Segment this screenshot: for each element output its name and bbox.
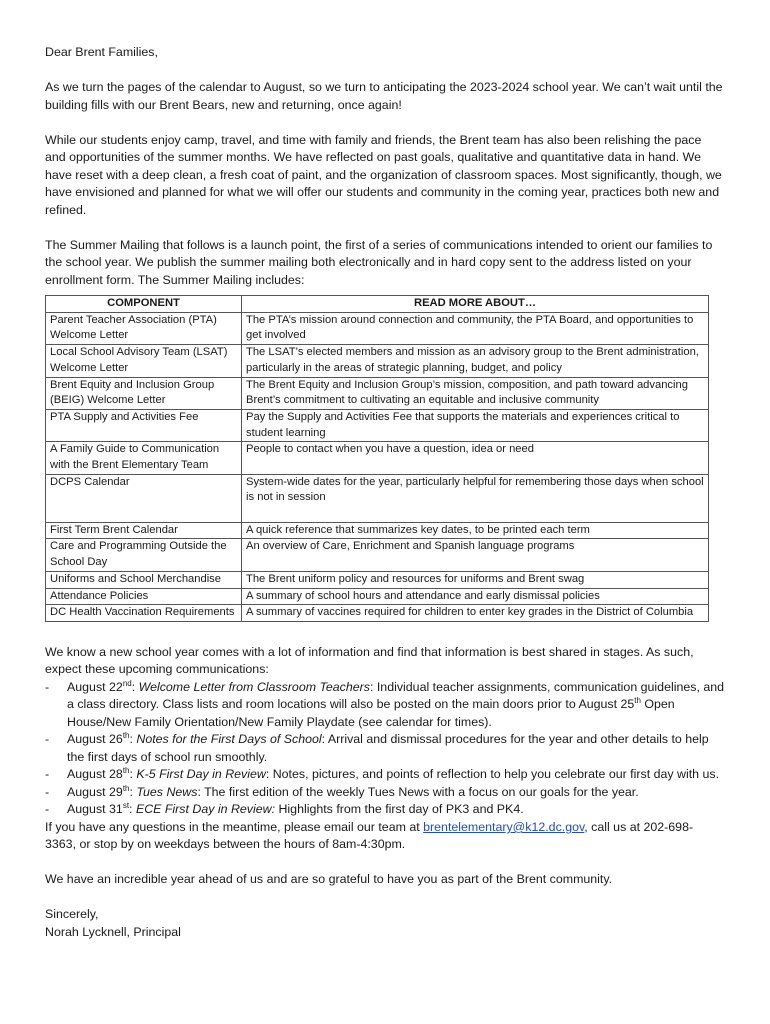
- list-dash: -: [45, 679, 50, 694]
- list-dash: -: [45, 767, 50, 782]
- table-row: [46, 312, 709, 344]
- read-more-cell: Pay the Supply and Activities Fee that supports the materials and experiences critical to student learning: [242, 409, 709, 441]
- list-dash: -: [45, 784, 50, 799]
- signature: Norah Lycknell, Principal: [45, 924, 181, 939]
- column-header-read-more: READ MORE ABOUT…: [242, 296, 709, 313]
- list-item: - August 28th: K-5 First Day in Review: Notes, pictures, and points of reflection to help you celebrate our first day with us.: [45, 766, 724, 784]
- table-row: [46, 442, 709, 474]
- read-more-cell: The Brent uniform policy and resources for uniforms and Brent swag: [242, 571, 709, 588]
- table-row: [46, 345, 709, 377]
- component-cell: Parent Teacher Association (PTA) Welcome Letter: [46, 312, 242, 344]
- item-date: August 31: [67, 802, 123, 817]
- table-row: [46, 539, 709, 571]
- greeting: Dear Brent Families,: [45, 45, 158, 59]
- item-date: August 22: [67, 679, 123, 694]
- list-item: - August 29th: Tues News: The first edition of the weekly Tues News with a focus on our goals for the year.: [45, 784, 724, 802]
- component-cell: Uniforms and School Merchandise: [46, 571, 242, 588]
- contact-paragraph: [45, 819, 724, 854]
- component-cell: Care and Programming Outside the School Day: [46, 539, 242, 571]
- component-cell: PTA Supply and Activities Fee: [46, 409, 242, 441]
- item-title: K-5 First Day in Review: [136, 767, 266, 782]
- date-suffix: th: [122, 766, 130, 776]
- read-more-cell: An overview of Care, Enrichment and Spanish language programs: [242, 539, 709, 571]
- closing-paragraph: We have an incredible year ahead of us and are so grateful to have you as part of the Brent community.: [45, 872, 613, 887]
- table-row: [46, 409, 709, 441]
- item-title: Welcome Letter from Classroom Teachers: [138, 679, 370, 694]
- table-row: [46, 377, 709, 409]
- item-text: Highlights from the first day of PK3 and PK4.: [275, 802, 524, 817]
- date-suffix: th: [634, 696, 641, 706]
- summer-mailing-table: [45, 295, 709, 622]
- contact-text: , call us at 202-698-3363, or stop by on weekdays between the hours of 8am-4:30pm.: [45, 819, 694, 852]
- item-title: Tues News: [136, 784, 198, 799]
- component-cell: First Term Brent Calendar: [46, 522, 242, 539]
- component-cell: DC Health Vaccination Requirements: [46, 605, 242, 622]
- read-more-cell: A summary of vaccines required for children to enter key grades in the District of Columbia: [242, 605, 709, 622]
- item-title: Notes for the First Days of School: [136, 732, 322, 747]
- item-text: : Individual teacher assignments, communication guidelines, and a class directory. Class lists and room locations will also be posted on the main doors prior to August 25: [67, 679, 725, 712]
- read-more-cell: The Brent Equity and Inclusion Group’s mission, composition, and path toward advancing Brent’s commitment to cultivating an equitable and inclusive community: [242, 377, 709, 409]
- communications-list: [45, 679, 724, 819]
- list-dash: -: [45, 732, 50, 747]
- intro-paragraph: As we turn the pages of the calendar to August, so we turn to anticipating the 2023-2024 school year. We can’t wait until the building fills with our Brent Bears, new and returning, once again!: [45, 80, 723, 112]
- item-date: August 28: [67, 767, 123, 782]
- read-more-cell: People to contact when you have a question, idea or need: [242, 442, 709, 474]
- summer-paragraph: While our students enjoy camp, travel, and time with family and friends, the Brent team has also been relishing the pace and opportunities of the summer months. We have reflected on past goals, qualitative and quantitative data in hand. We have reset with a deep clean, a fresh coat of paint, and the organization of classroom spaces. Most significantly, though, we have envisioned and planned for what we will offer our students and community in the coming year, practices both new and refined.: [45, 132, 722, 217]
- read-more-cell: System-wide dates for the year, particularly helpful for remembering those days when school is not in session: [242, 474, 709, 522]
- table-row: [46, 522, 709, 539]
- read-more-cell: The PTA’s mission around connection and community, the PTA Board, and opportunities to get involved: [242, 312, 709, 344]
- table-row: [46, 571, 709, 588]
- communications-intro: We know a new school year comes with a lot of information and find that information is best shared in stages. As such, expect these upcoming communications:: [45, 644, 694, 677]
- item-date: August 26: [67, 732, 123, 747]
- item-date: August 29: [67, 784, 123, 799]
- table-header-row: [46, 296, 709, 313]
- signoff: Sincerely,: [45, 907, 99, 922]
- item-text: : Arrival and dismissal procedures for the year and other details to help the first days of school run smoothly.: [67, 732, 709, 764]
- list-item: - August 31st: ECE First Day in Review: Highlights from the first day of PK3 and PK4.: [45, 801, 724, 819]
- item-text: : The first edition of the weekly Tues News with a focus on our goals for the year.: [197, 784, 639, 799]
- date-suffix: th: [122, 783, 130, 793]
- component-cell: Local School Advisory Team (LSAT) Welcome Letter: [46, 345, 242, 377]
- read-more-cell: A summary of school hours and attendance and early dismissal policies: [242, 588, 709, 605]
- date-suffix: th: [122, 731, 130, 741]
- mailing-paragraph: The Summer Mailing that follows is a launch point, the first of a series of communications intended to orient our families to the school year. We publish the summer mailing both electronically and in hard copy sent to the address listed on your enrollment form. The Summer Mailing includes:: [45, 237, 713, 287]
- contact-text: If you have any questions in the meantime, please email our team at: [45, 819, 424, 834]
- table-row: [46, 605, 709, 622]
- read-more-cell: A quick reference that summarizes key dates, to be printed each term: [242, 522, 709, 539]
- list-dash: -: [45, 802, 50, 817]
- table-row: [46, 474, 709, 522]
- component-cell: A Family Guide to Communication with the Brent Elementary Team: [46, 442, 242, 474]
- list-item: - August 22nd: Welcome Letter from Classroom Teachers: Individual teacher assignments, communication guidelines, and a class directory. Class lists and room locations will also be posted on the main doors prior to August 25th Open House/New Family Orientation/New Family Playdate (see calendar for times).: [45, 678, 725, 729]
- read-more-cell: The LSAT’s elected members and mission as an advisory group to the Brent administration, particularly in the areas of strategic planning, budget, and policy: [242, 345, 709, 377]
- email-link[interactable]: brentelementary@k12.dc.gov: [423, 819, 585, 834]
- date-suffix: nd: [122, 678, 132, 688]
- component-cell: DCPS Calendar: [46, 474, 242, 522]
- item-title: ECE First Day in Review:: [135, 802, 276, 817]
- item-text: Open House/New Family Orientation/New Family Playdate (see calendar for times).: [67, 697, 675, 729]
- component-cell: Attendance Policies: [46, 588, 242, 605]
- date-suffix: st: [122, 801, 130, 811]
- list-item: - August 26th: Notes for the First Days of School: Arrival and dismissal procedures for the year and other details to help the first days of school run smoothly.: [45, 731, 709, 764]
- item-text: : Notes, pictures, and points of reflection to help you celebrate our first day with us.: [265, 767, 720, 782]
- column-header-component: COMPONENT: [46, 296, 242, 313]
- table-row: [46, 588, 709, 605]
- component-cell: Brent Equity and Inclusion Group (BEIG) Welcome Letter: [46, 377, 242, 409]
